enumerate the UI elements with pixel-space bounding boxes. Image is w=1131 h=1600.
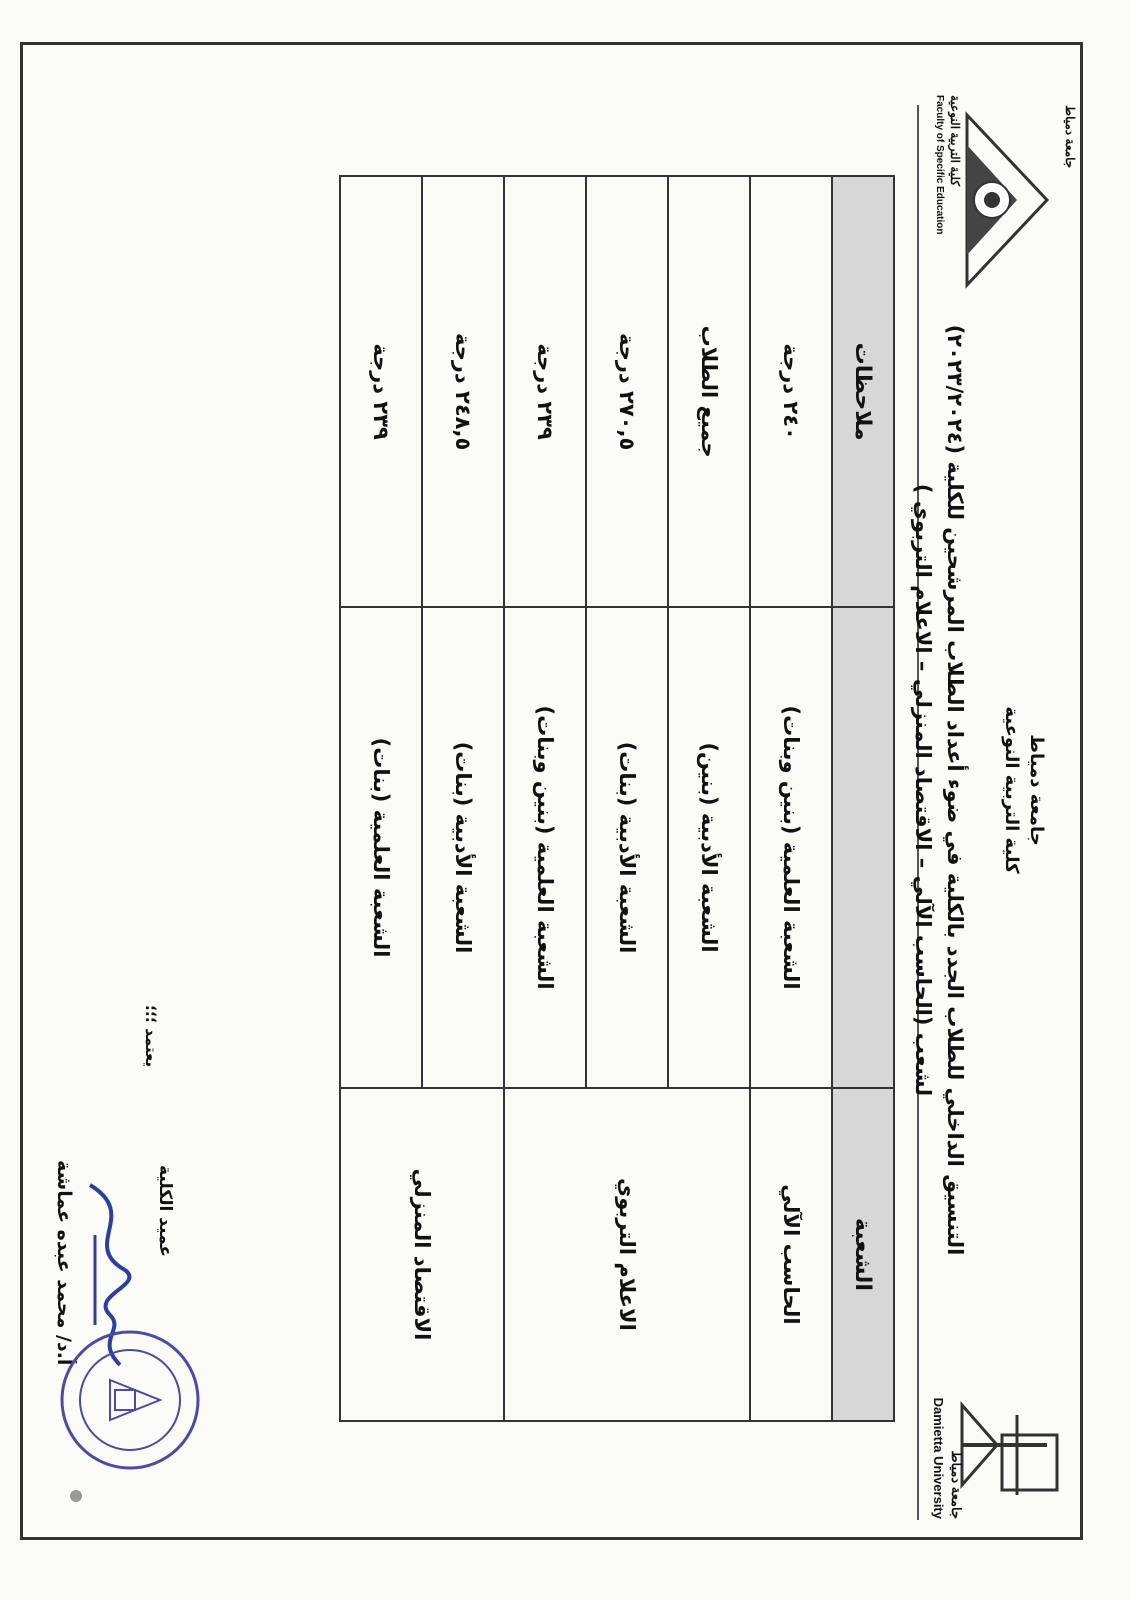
university-logo-arabic: جامعة دمياط bbox=[949, 1450, 964, 1519]
university-logo-caption: Damietta University bbox=[931, 1397, 946, 1519]
section-cell: الشعبة العلمية (بنين وبنات) bbox=[504, 607, 586, 1088]
note-cell: ٢٣٩ درجة bbox=[340, 176, 422, 607]
division-cell: الحاسب الآلي bbox=[750, 1088, 832, 1421]
note-cell: جميع الطلاب bbox=[668, 176, 750, 607]
division-cell: الاقتصاد المنزلي bbox=[340, 1088, 504, 1421]
header-division: الشعبة bbox=[832, 1088, 894, 1421]
section-cell: الشعبة الأدبية (بنين) bbox=[668, 607, 750, 1088]
note-cell: ٢٤٨,٥ درجة bbox=[422, 176, 504, 607]
official-stamp bbox=[55, 1325, 205, 1475]
stamp-seal-icon bbox=[55, 1325, 205, 1475]
dean-title: عميد الكلية bbox=[155, 1165, 175, 1257]
section-cell: الشعبة العلمية (بنين وبنات) bbox=[750, 607, 832, 1088]
table-row bbox=[668, 176, 750, 1421]
distribution-table bbox=[339, 175, 895, 1422]
note-cell: ٢٣٩ درجة bbox=[504, 176, 586, 607]
table-header-row bbox=[832, 176, 894, 1421]
faculty-logo-arabic: كلية التربية النوعية bbox=[948, 95, 962, 187]
table-row bbox=[750, 176, 832, 1421]
section-cell: الشعبة العلمية (بنات) bbox=[340, 607, 422, 1088]
note-cell: ٢٤٠ درجة bbox=[750, 176, 832, 607]
note-cell: ٢٧٠,٥ درجة bbox=[586, 176, 668, 607]
dean-name: أ.د/ محمد عبده عماشة bbox=[53, 1160, 75, 1366]
document-title: التنسيق الداخلي للطلاب الجدد بالكلية في ضوء أعداد الطلاب المرشحين للكلية (٢٠٢٣/٢٠٢٤) bbox=[943, 324, 967, 1256]
document-subtitle: لشعب (الحاسب الآلي – الاقتصاد المنزلي – الاعلام التربوي ) bbox=[911, 483, 935, 1097]
header-section bbox=[832, 607, 894, 1088]
section-cell: الشعبة الأدبية (بنات) bbox=[422, 607, 504, 1088]
college-name: كلية التربية النوعية bbox=[1001, 706, 1022, 874]
approval-note: يعتمد ؛؛؛ bbox=[142, 1005, 160, 1068]
university-name: جامعة دمياط bbox=[1026, 734, 1047, 846]
faculty-logo-top: جامعة دمياط bbox=[1063, 105, 1077, 169]
section-cell: الشعبة الأدبية (بنات) bbox=[586, 607, 668, 1088]
table-row bbox=[422, 176, 504, 1421]
rotated-content bbox=[30, 45, 1085, 1535]
division-cell: الاعلام التربوي bbox=[504, 1088, 750, 1421]
small-mark-icon bbox=[65, 1485, 87, 1507]
header-notes: ملاحظات bbox=[832, 176, 894, 607]
faculty-logo-caption: Faculty of Specific Education bbox=[934, 95, 945, 235]
